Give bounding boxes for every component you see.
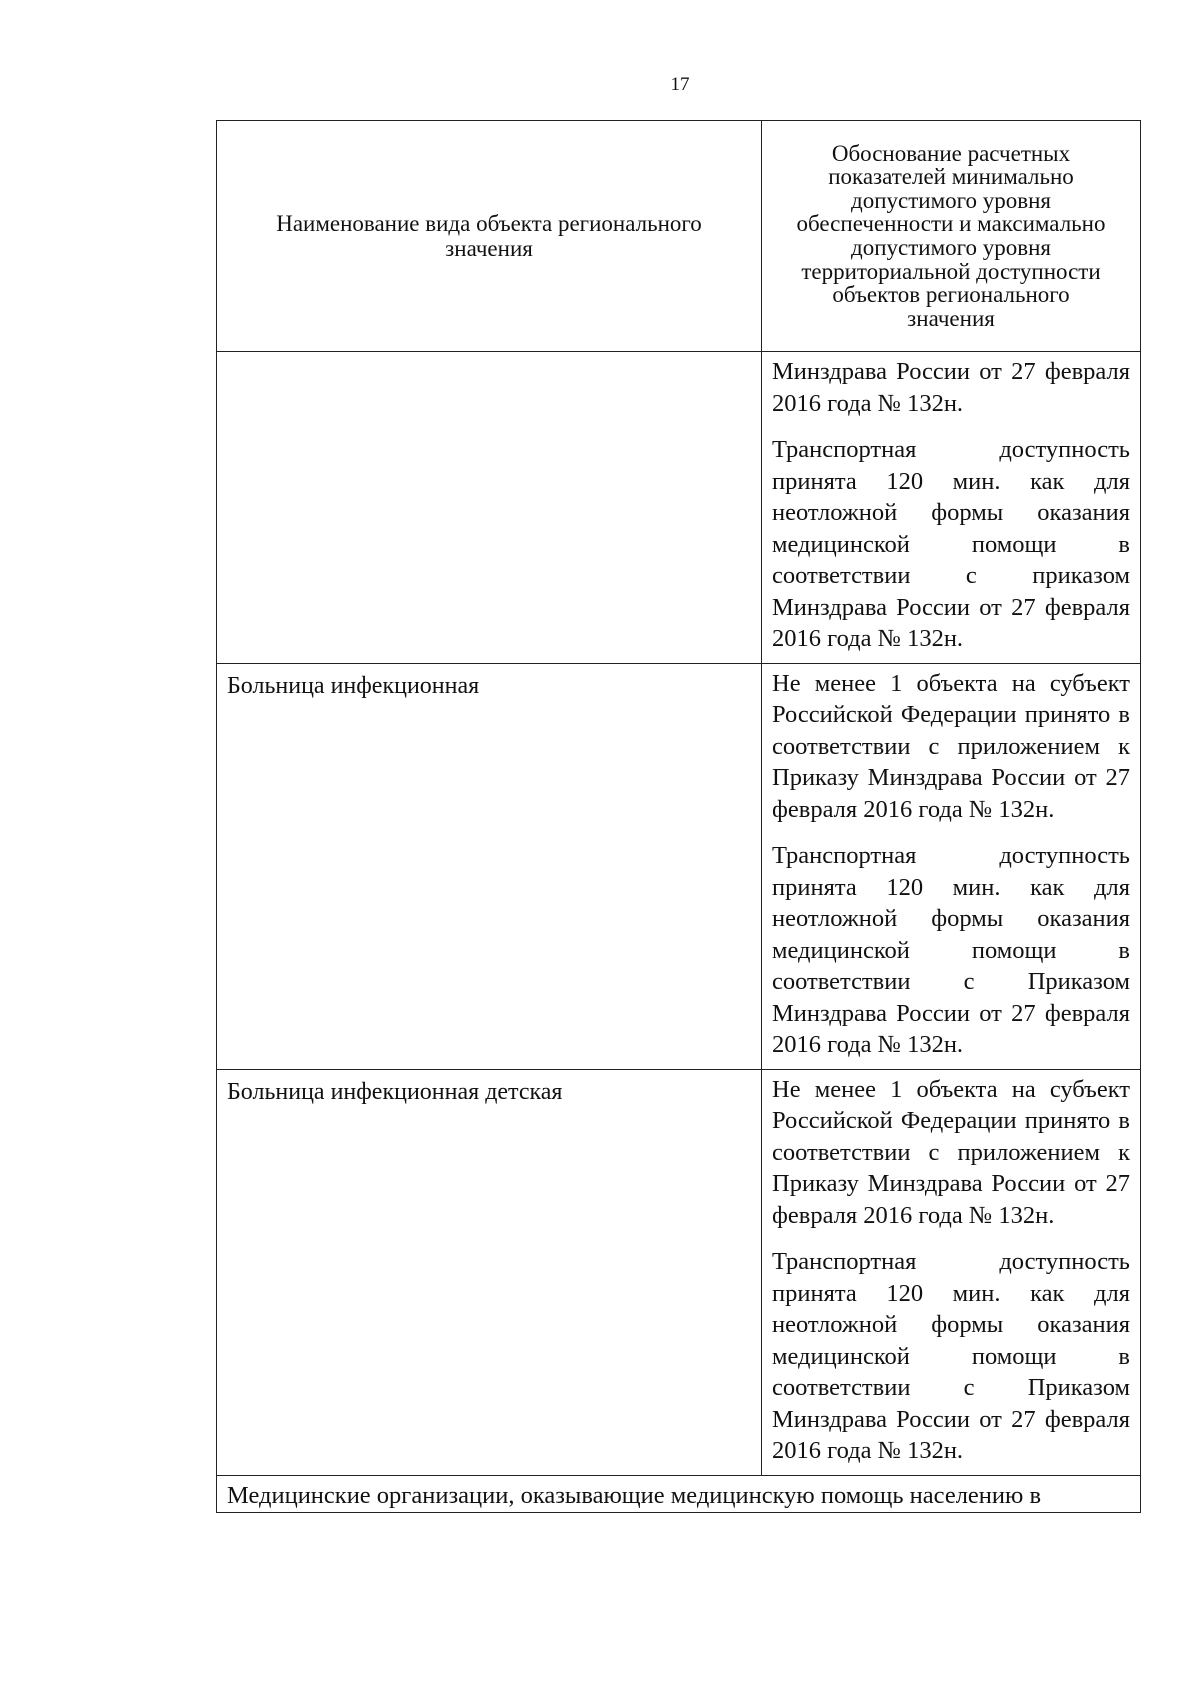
object-name-cell: Больница инфекционная детская xyxy=(217,1069,762,1475)
header-object-type: Наименование вида объекта регионального значения xyxy=(217,121,762,352)
table-row xyxy=(217,1069,1141,1475)
object-name-cell: Больница инфекционная xyxy=(217,663,762,1069)
header-justification: Обоснование расчетных показателей минимально допустимого уровня обеспеченности и максимально допустимого уровня территориальной доступности объектов регионального значения xyxy=(762,121,1141,352)
justification-paragraph: Не менее 1 объекта на субъект Российской Федерации принято в соответствии с приложением к Приказу Минздрава России от 27 февраля 2016 года № 132н. xyxy=(772,1075,1130,1229)
justification-paragraph: Минздрава России от 27 февраля 2016 года № 132н. xyxy=(772,358,1130,417)
page-number: 17 xyxy=(670,74,690,95)
object-name-cell xyxy=(217,352,762,664)
justification-cell xyxy=(762,352,1141,664)
section-heading: Медицинские организации, оказывающие медицинскую помощь населению в xyxy=(217,1475,1141,1512)
justification-paragraph: Транспортная доступность принята 120 мин. как для неотложной формы оказания медицинской помощи в соответствии с Приказом Минздрава России от 27 февраля 2016 года № 132н. xyxy=(772,1248,1130,1464)
regional-objects-table xyxy=(216,120,1141,1513)
section-row xyxy=(217,1475,1141,1512)
justification-paragraph: Не менее 1 объекта на субъект Российской Федерации принято в соответствии с приложением к Приказу Минздрава России от 27 февраля 2016 года № 132н. xyxy=(772,669,1130,823)
table-row xyxy=(217,663,1141,1069)
justification-cell xyxy=(762,1069,1141,1475)
table-header-row xyxy=(217,121,1141,352)
table-row xyxy=(217,352,1141,664)
justification-paragraph: Транспортная доступность принята 120 мин. как для неотложной формы оказания медицинской помощи в соответствии с приказом Минздрава России от 27 февраля 2016 года № 132н. xyxy=(772,436,1130,652)
justification-cell xyxy=(762,663,1141,1069)
justification-paragraph: Транспортная доступность принята 120 мин. как для неотложной формы оказания медицинской помощи в соответствии с Приказом Минздрава России от 27 февраля 2016 года № 132н. xyxy=(772,842,1130,1058)
